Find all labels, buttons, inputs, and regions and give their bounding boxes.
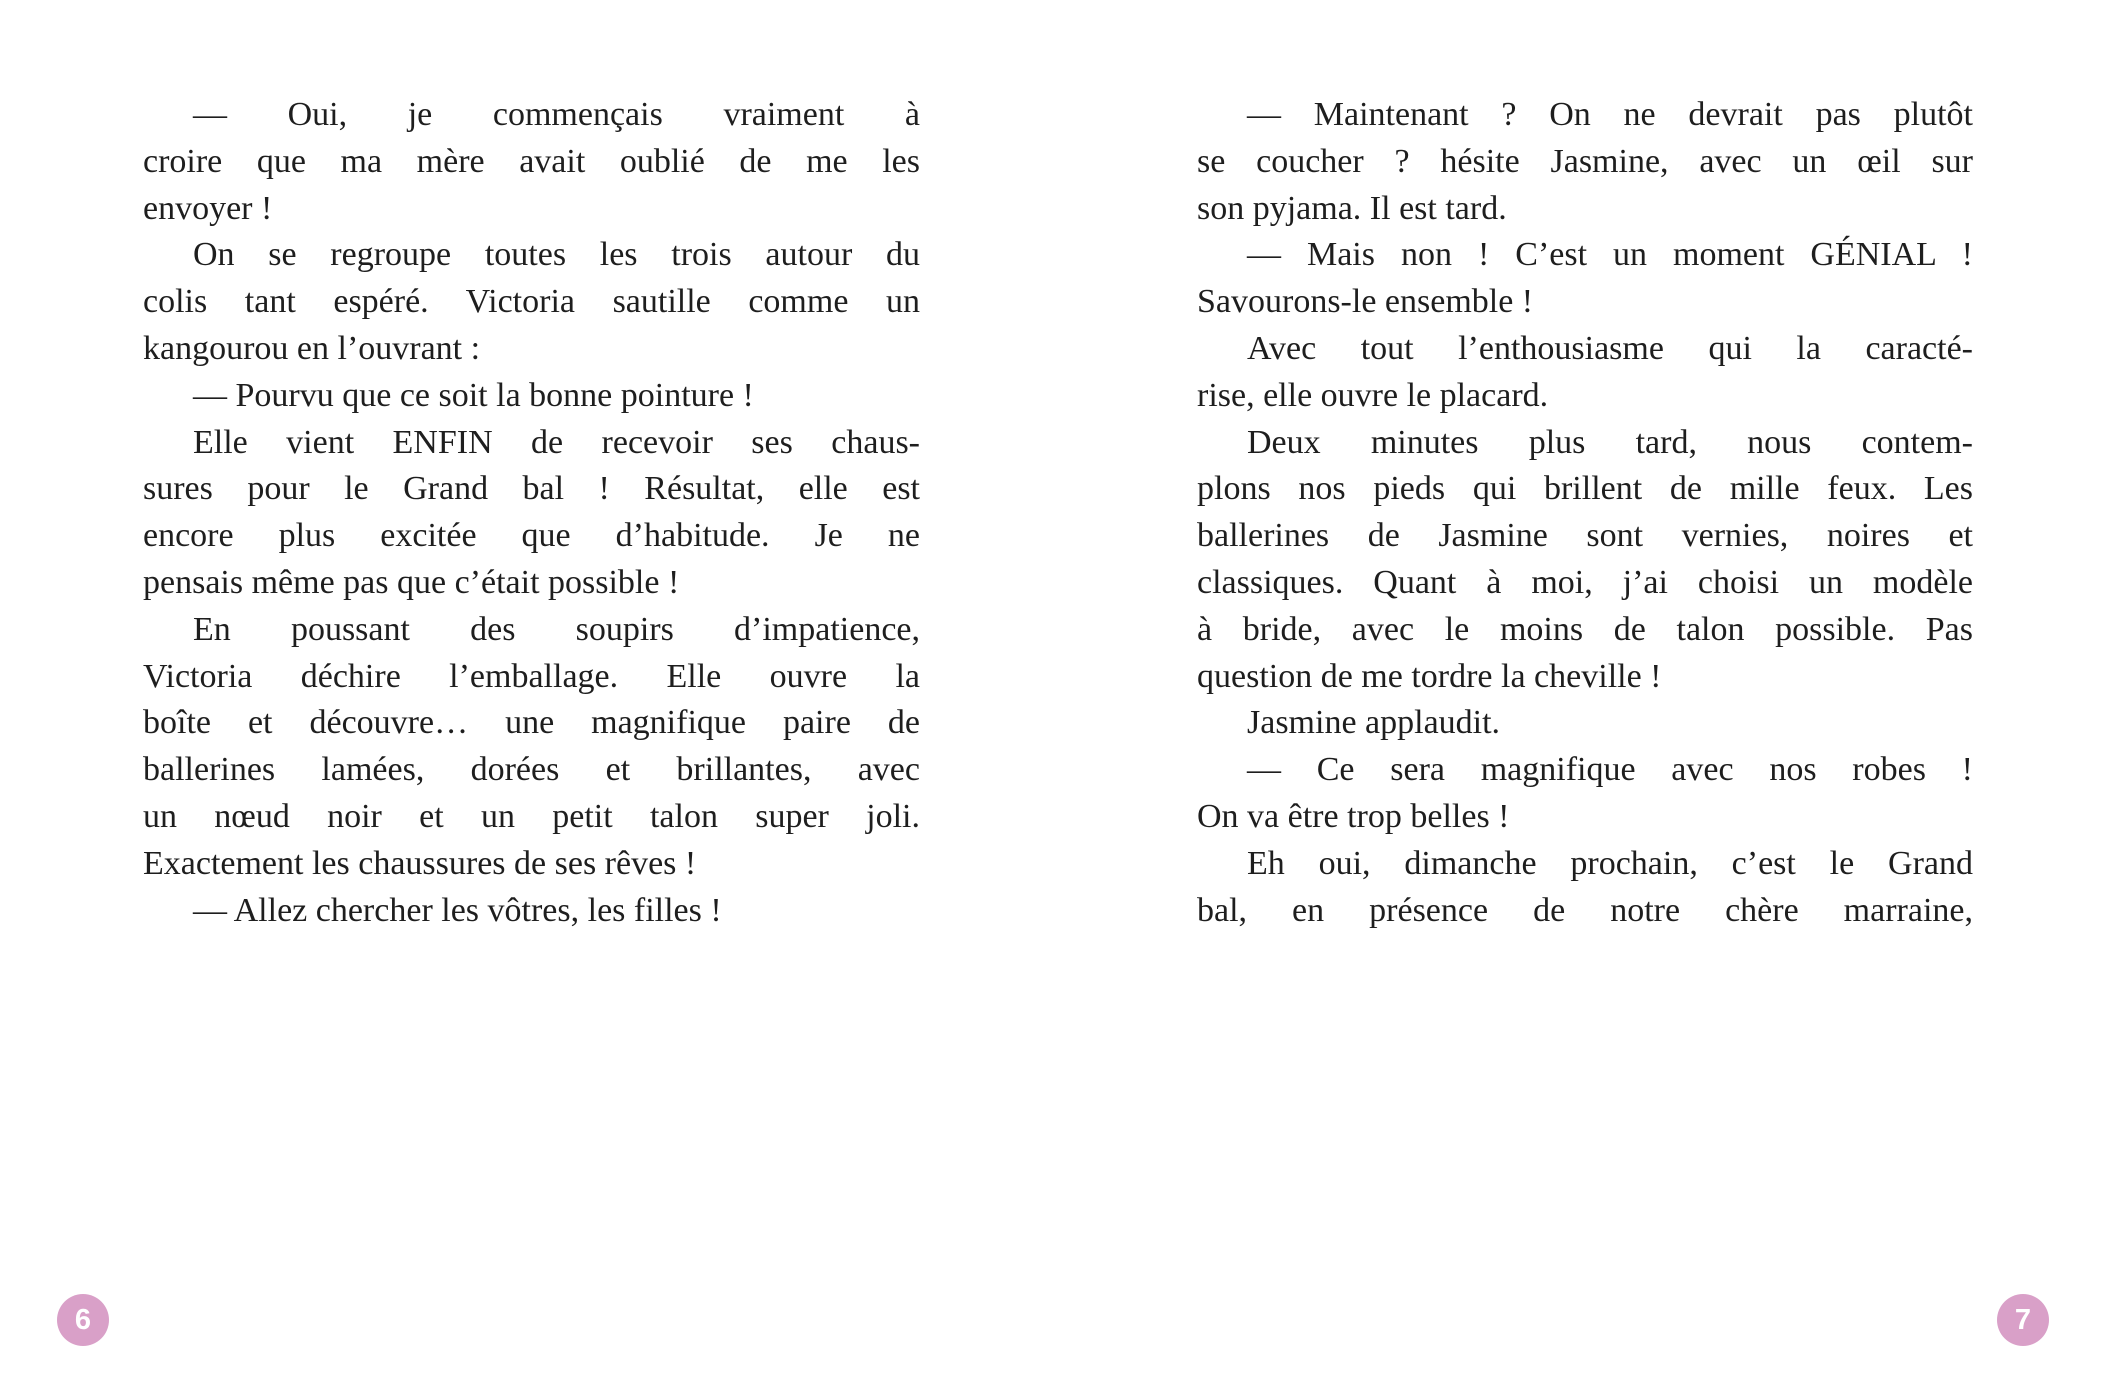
text-line: On va être trop belles ! — [1197, 797, 1510, 835]
text-line: colis tant espéré. Victoria sautille comme un — [143, 283, 920, 321]
page-number-badge-right — [1997, 1294, 2049, 1346]
text-line: — Allez chercher les vôtres, les filles ! — [193, 891, 722, 929]
text-line: un nœud noir et un petit talon super joli. — [143, 797, 920, 835]
text-line: — Pourvu que ce soit la bonne pointure ! — [193, 376, 754, 414]
text-line: ballerines lamées, dorées et brillantes, avec — [143, 751, 920, 789]
text-line: — Maintenant ? On ne devrait pas plutôt — [1247, 96, 1973, 133]
text-line: rise, elle ouvre le placard. — [1197, 376, 1549, 414]
text-line: Avec tout l’enthousiasme qui la caracté- — [1247, 329, 1973, 367]
text-line: envoyer ! — [143, 189, 273, 227]
text-line: Exactement les chaussures de ses rêves ! — [143, 844, 697, 882]
text-line: croire que ma mère avait oublié de me les — [143, 142, 920, 180]
text-line: Jasmine applaudit. — [1247, 704, 1501, 742]
text-line: plons nos pieds qui brillent de mille feux. Les — [1197, 470, 1973, 508]
page-right-text — [1197, 92, 1973, 934]
text-line: question de me tordre la cheville ! — [1197, 657, 1662, 695]
text-line: ballerines de Jasmine sont vernies, noires et — [1197, 517, 1973, 555]
page-number-right: 7 — [2014, 1303, 2032, 1336]
text-line: boîte et découvre… une magnifique paire de — [143, 704, 920, 742]
text-line: On se regroupe toutes les trois autour du — [193, 236, 920, 274]
text-line: Eh oui, dimanche prochain, c’est le Grand — [1247, 844, 1973, 882]
text-line: — Ce sera magnifique avec nos robes ! — [1247, 751, 1973, 789]
text-line: bal, en présence de notre chère marraine, — [1197, 891, 1973, 929]
text-line: pensais même pas que c’était possible ! — [143, 563, 680, 601]
text-line: son pyjama. Il est tard. — [1197, 189, 1507, 227]
page-number-badge-left — [57, 1294, 109, 1346]
text-line: — Oui, je commençais vraiment à — [193, 96, 920, 133]
page-number-left: 6 — [74, 1303, 92, 1336]
text-line: Deux minutes plus tard, nous contem- — [1247, 423, 1973, 461]
text-line: — Mais non ! C’est un moment GÉNIAL ! — [1247, 236, 1973, 274]
text-line: encore plus excitée que d’habitude. Je ne — [143, 517, 920, 555]
text-line: Savourons-le ensemble ! — [1197, 283, 1534, 321]
text-line: En poussant des soupirs d’impatience, — [193, 610, 920, 648]
text-line: Elle vient ENFIN de recevoir ses chaus- — [193, 423, 920, 461]
text-line: à bride, avec le moins de talon possible. Pas — [1197, 610, 1973, 648]
page-left-text — [143, 92, 920, 934]
text-line: classiques. Quant à moi, j’ai choisi un modèle — [1197, 563, 1973, 601]
text-line: kangourou en l’ouvrant : — [143, 329, 481, 367]
text-line: sures pour le Grand bal ! Résultat, elle est — [143, 470, 920, 508]
text-line: se coucher ? hésite Jasmine, avec un œil sur — [1197, 142, 1973, 180]
text-line: Victoria déchire l’emballage. Elle ouvre la — [143, 657, 920, 695]
